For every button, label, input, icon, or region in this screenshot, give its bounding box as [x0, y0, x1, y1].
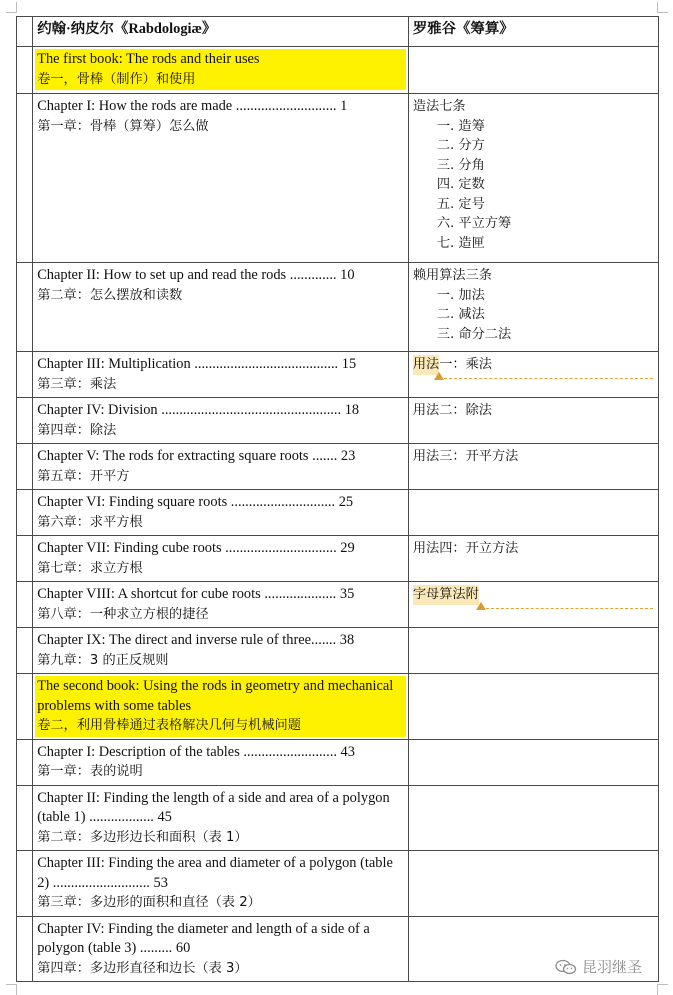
chapter-title-zh: 第四章：除法	[37, 422, 117, 438]
table-row	[17, 536, 659, 582]
chapter-title-en: Chapter VI: Finding square roots ............................. 25	[37, 494, 354, 510]
chapter-title-zh: 第五章：开平方	[37, 468, 130, 484]
table-row	[17, 263, 659, 352]
chapter-cell[interactable]	[33, 444, 409, 490]
chapter-title-en: Chapter IV: Finding the diameter and length of a side of a polygon (table 3) ......... 60	[37, 920, 370, 956]
chapter-cell[interactable]	[33, 47, 409, 94]
chapter-entry	[37, 97, 404, 136]
chapter-entry	[37, 920, 404, 979]
table-row	[17, 628, 659, 674]
luo-yagu-cell[interactable]	[408, 674, 658, 740]
comment-connector	[481, 608, 653, 609]
chapter-title-en: Chapter I: Description of the tables .......................... 43	[37, 743, 355, 760]
table-row	[17, 785, 659, 851]
table-row	[17, 674, 659, 740]
table-row	[17, 490, 659, 536]
method-item: 六. 平立方筹	[436, 216, 512, 231]
row-marker-cell	[17, 352, 33, 398]
page-corner-mark	[6, 984, 17, 995]
chapter-entry	[37, 447, 404, 486]
table-row	[17, 851, 659, 917]
header-row	[17, 17, 659, 47]
chapter-title-zh: 卷二，利用骨棒通过表格解决几何与机械问题	[37, 718, 301, 733]
chapter-cell[interactable]	[33, 398, 409, 444]
comment-title	[413, 355, 654, 375]
chapter-title-zh: 第一章：骨棒（算筹）怎么做	[37, 118, 209, 134]
comment-rest-text: 一：乘法	[439, 357, 492, 372]
row-marker-cell	[17, 785, 33, 851]
row-marker-cell	[17, 263, 33, 352]
row-marker-cell	[17, 47, 33, 94]
book-heading	[35, 49, 406, 90]
book-heading	[35, 676, 406, 737]
chapter-title-en: Chapter III: Finding the area and diameter of a polygon (table 2) ........................... 53	[37, 855, 393, 891]
row-marker-cell	[17, 628, 33, 674]
comment-highlight[interactable]: 用法	[413, 355, 439, 375]
luo-yagu-cell[interactable]	[408, 94, 658, 263]
luo-yagu-cell[interactable]	[408, 582, 658, 628]
row-marker-cell	[17, 398, 33, 444]
chapter-cell[interactable]	[33, 94, 409, 263]
comment-highlight[interactable]: 字母算法附	[413, 585, 479, 605]
chapter-title-en: Chapter IX: The direct and inverse rule of three....... 38	[37, 632, 355, 648]
method-item: 三. 命分二法	[436, 326, 512, 342]
method-item: 一. 加法	[436, 287, 485, 303]
page-corner-mark	[6, 2, 17, 13]
method-item: 二. 分方	[436, 138, 485, 153]
row-marker-cell	[17, 851, 33, 917]
method-title: 赖用算法三条	[412, 268, 492, 283]
chapter-title-zh: 第二章：怎么摆放和读数	[37, 287, 183, 303]
chapter-entry	[37, 539, 404, 578]
header-luo-yagu[interactable]: 罗雅谷《筹算》	[408, 17, 658, 47]
chapter-entry	[37, 631, 404, 670]
method-title: 用法二：除法	[412, 403, 492, 418]
chapter-cell[interactable]	[33, 628, 409, 674]
chapter-title-zh: 卷一，骨棒（制作）和使用	[37, 71, 196, 87]
watermark-text: 昆羽继圣	[582, 958, 643, 976]
method-item: 七. 造匣	[436, 235, 485, 251]
chapter-cell[interactable]	[33, 536, 409, 582]
chapter-cell[interactable]	[33, 490, 409, 536]
chapter-title-en: Chapter IV: Division .................................................. 18	[37, 402, 360, 418]
chapter-title-zh: 第九章：3 的正反规则	[37, 652, 169, 668]
comparison-table	[16, 16, 659, 982]
chapter-title-zh: 第一章：表的说明	[37, 764, 143, 779]
chapter-cell[interactable]	[33, 263, 409, 352]
chapter-entry	[37, 789, 404, 848]
table-row	[17, 47, 659, 94]
table-row	[17, 582, 659, 628]
chapter-title-en: Chapter III: Multiplication ........................................ 15	[37, 356, 357, 372]
row-marker-cell	[17, 94, 33, 263]
row-marker-cell	[17, 582, 33, 628]
chapter-entry	[37, 493, 404, 532]
comment-title	[413, 585, 654, 605]
method-item: 二. 减法	[436, 307, 485, 322]
luo-yagu-cell[interactable]	[408, 785, 658, 851]
chapter-title-zh: 第三章：乘法	[37, 376, 117, 392]
table-row	[17, 398, 659, 444]
luo-yagu-cell[interactable]	[408, 263, 658, 352]
chapter-title-zh: 第七章：求立方根	[37, 560, 143, 576]
method-item: 一. 造筹	[436, 118, 485, 134]
row-marker-cell	[17, 444, 33, 490]
luo-yagu-cell[interactable]	[408, 490, 658, 536]
chapter-title-zh: 第二章：多边形边长和面积（表 1）	[37, 829, 248, 845]
row-marker-cell	[17, 536, 33, 582]
chapter-entry	[37, 854, 404, 913]
luo-yagu-cell[interactable]	[408, 444, 658, 490]
luo-yagu-cell[interactable]	[408, 851, 658, 917]
chapter-cell[interactable]	[33, 674, 409, 740]
chapter-entry	[37, 585, 404, 624]
chapter-cell[interactable]	[33, 916, 409, 982]
luo-yagu-cell[interactable]	[408, 739, 658, 785]
method-title: 用法三：开平方法	[412, 449, 519, 464]
wechat-icon	[555, 959, 577, 975]
method-title: 造法七条	[412, 99, 466, 114]
chapter-title-zh: 第六章：求平方根	[37, 514, 143, 530]
chapter-cell[interactable]	[33, 739, 409, 785]
luo-yagu-cell[interactable]	[408, 536, 658, 582]
luo-yagu-cell[interactable]	[408, 352, 658, 398]
watermark	[555, 956, 642, 977]
chapter-title-en: The first book: The rods and their uses	[37, 51, 260, 67]
method-item: 三. 分角	[436, 157, 485, 173]
page-corner-mark	[657, 984, 668, 995]
chapter-title-en: Chapter II: How to set up and read the rods ............. 10	[37, 267, 355, 283]
table-row	[17, 94, 659, 263]
chapter-cell[interactable]	[33, 352, 409, 398]
page-corner-mark	[657, 2, 668, 13]
chapter-title-en: Chapter II: Finding the length of a side and area of a polygon (table 1) .................. 45	[37, 789, 390, 825]
chapter-cell[interactable]	[33, 785, 409, 851]
method-item: 四. 定数	[436, 177, 485, 192]
row-marker-cell	[17, 674, 33, 740]
luo-yagu-cell[interactable]	[408, 628, 658, 674]
row-marker-cell	[17, 17, 33, 47]
chapter-title-en: The second book: Using the rods in geometry and mechanical problems with some tables	[37, 678, 394, 714]
chapter-cell[interactable]	[33, 582, 409, 628]
table-row	[17, 444, 659, 490]
method-title: 用法四：开立方法	[412, 541, 519, 556]
chapter-entry	[37, 355, 404, 394]
chapter-entry	[37, 743, 404, 782]
chapter-entry	[37, 266, 404, 305]
chapter-title-en: Chapter V: The rods for extracting square roots ....... 23	[37, 448, 356, 464]
chapter-cell[interactable]	[33, 851, 409, 917]
luo-yagu-cell[interactable]	[408, 47, 658, 94]
header-napier[interactable]: 约翰·纳皮尔《Rabdologiæ》	[33, 17, 409, 47]
comment-connector	[439, 378, 653, 379]
chapter-entry	[37, 401, 404, 440]
method-item: 五. 定号	[436, 196, 485, 212]
table-row	[17, 352, 659, 398]
chapter-title-zh: 第四章：多边形直径和边长（表 3）	[37, 960, 248, 976]
chapter-title-en: Chapter VIII: A shortcut for cube roots .................... 35	[37, 586, 355, 602]
chapter-title-zh: 第八章：一种求立方根的捷径	[37, 606, 209, 622]
row-marker-cell	[17, 490, 33, 536]
chapter-title-en: Chapter I: How the rods are made ............................ 1	[37, 98, 348, 114]
chapter-title-en: Chapter VII: Finding cube roots ............................... 29	[37, 540, 355, 556]
row-marker-cell	[17, 916, 33, 982]
row-marker-cell	[17, 739, 33, 785]
table-row	[17, 739, 659, 785]
luo-yagu-cell[interactable]	[408, 398, 658, 444]
chapter-title-zh: 第三章：多边形的面积和直径（表 2）	[37, 895, 261, 910]
